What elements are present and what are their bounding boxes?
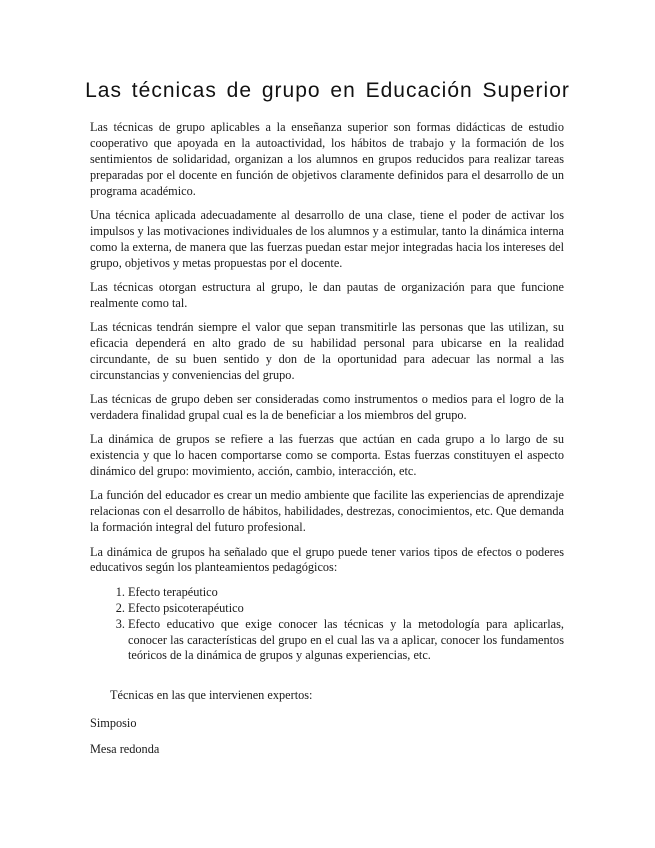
paragraph: Las técnicas de grupo aplicables a la enseñanza superior son formas didácticas de estudio cooperativo que apoyada en la autoactividad, los hábitos de trabajo y la formación de los sentimientos de solidaridad, organizan a los alumnos en grupos reducidos para realizar tareas preparadas por el docente en función de objetivos claramente definidos para el desarrollo de un programa académico. [90, 120, 564, 198]
paragraph: Las técnicas otorgan estructura al grupo, le dan pautas de organización para que funcione realmente como tal. [90, 279, 564, 310]
experts-intro: Técnicas en las que intervienen expertos: [110, 688, 313, 703]
section-spacer [90, 664, 564, 688]
document-body [90, 120, 564, 768]
effects-list-item: 2. Efecto psicoterapéutico [128, 601, 564, 617]
technique-item: Mesa redonda [90, 742, 160, 757]
effects-list-item: 1. Efecto terapéutico [128, 585, 564, 601]
paragraph: La dinámica de grupos ha señalado que el grupo puede tener varios tipos de efectos o poderes educativos según los planteamientos pedagógicos: [90, 544, 564, 575]
paragraph: Las técnicas tendrán siempre el valor que sepan transmitirle las personas que las utilizan, su eficacia dependerá en alto grado de su habilidad personal para ubicarse en la realidad circundante, de su buen sentido y don de la oportunidad para adecuar las normal a las circunstancias y conveniencias del grupo. [90, 320, 564, 382]
effects-list [90, 585, 564, 665]
document-title: Las técnicas de grupo en Educación Superior [85, 79, 570, 102]
effects-list-item: 3. Efecto educativo que exige conocer las técnicas y la metodología para aplicarlas, conocer las características del grupo en el cual las va a aplicar, conocer los fundamentos teóricos de la dinámica de grupos y algunas experiencias, etc. [128, 617, 564, 665]
paragraph: La función del educador es crear un medio ambiente que facilite las experiencias de aprendizaje relacionas con el desarrollo de hábitos, habilidades, destrezas, conocimientos, etc. Que demanda la formación integral del futuro profesional. [90, 488, 564, 535]
paragraph: La dinámica de grupos se refiere a las fuerzas que actúan en cada grupo a lo largo de su existencia y que lo hacen comportarse como se comporta. Estas fuerzas constituyen el aspecto dinámico del grupo: movimiento, acción, cambio, interacción, etc. [90, 432, 564, 479]
paragraph: Las técnicas de grupo deben ser consideradas como instrumentos o medios para el logro de la verdadera finalidad grupal cual es la de beneficiar a los miembros del grupo. [90, 392, 564, 423]
paragraph: Una técnica aplicada adecuadamente al desarrollo de una clase, tiene el poder de activar los impulsos y las motivaciones individuales de los alumnos y a estimular, tanto la dinámica interna como la externa, de manera que las fuerzas puedan estar mejor integradas hacia los intereses del grupo, objetivos y metas propuestas por el docente. [90, 207, 564, 270]
technique-item: Simposio [90, 716, 137, 731]
